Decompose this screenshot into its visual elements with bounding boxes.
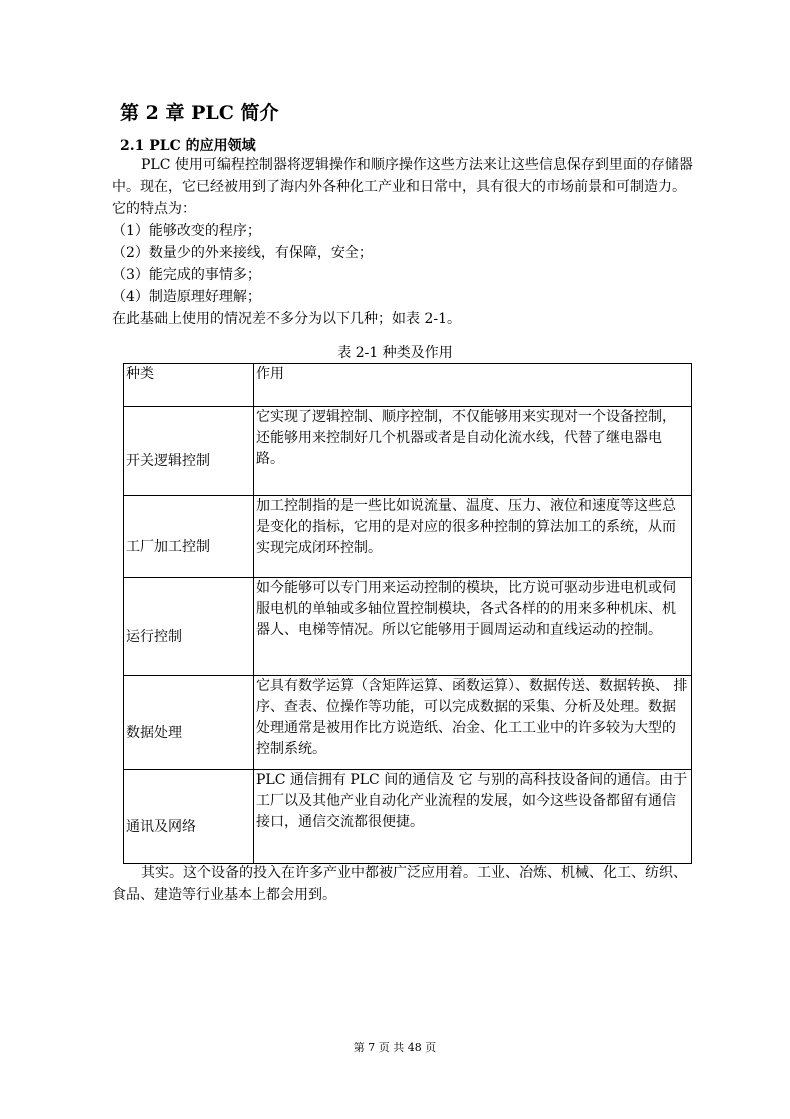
- type-cell: [124, 496, 254, 578]
- table-row: [124, 407, 692, 496]
- intro-block: [112, 154, 696, 330]
- type-label: 运行控制: [126, 628, 182, 645]
- feature-item: （3）能完成的事情多；: [112, 267, 261, 283]
- use-cell: 加工控制指的是一些比如说流量、温度、压力、液位和速度等这些总是变化的指标，它用的是对应的很多种控制的算法加工的系统，从而实现完成闭环控制。: [254, 496, 692, 578]
- type-cell: [124, 578, 254, 676]
- chapter-title: 第 2 章 PLC 简介: [120, 102, 279, 124]
- type-label: 开关逻辑控制: [126, 453, 210, 469]
- type-cell: [124, 407, 254, 496]
- type-label: 通讯及网络: [126, 818, 196, 835]
- use-cell: 如今能够可以专门用来运动控制的模块，比方说可驱动步进电机或伺服电机的单轴或多轴位置控制模块，各式各样的的用来多种机床、机器人、电梯等情况。所以它能够用于圆周运动和直线运动的控制。: [254, 578, 692, 676]
- type-label: 数据处理: [126, 724, 182, 741]
- feature-item: （4）制造原理好理解；: [112, 289, 261, 305]
- feature-list: [112, 220, 696, 308]
- lead-in-text: 在此基础上使用的情况差不多分为以下几种；如表 2-1。: [112, 311, 461, 327]
- table-row: [124, 676, 692, 770]
- feature-item: （1）能够改变的程序；: [112, 223, 261, 239]
- type-cell: [124, 770, 254, 864]
- section-title: 2.1 PLC 的应用领域: [120, 138, 256, 154]
- table-row: [124, 496, 692, 578]
- use-cell: 它实现了逻辑控制、顺序控制，不仅能够用来实现对一个设备控制，还能够用来控制好几个机器或者是自动化流水线，代替了继电器电路。: [254, 407, 692, 496]
- table-row: [124, 770, 692, 864]
- use-cell: 它具有数学运算（含矩阵运算、函数运算）、数据传送、数据转换、 排序、查表、位操作等功能，可以完成数据的采集、分析及处理。数据处理通常是被用作比方说造纸、冶金、化工工业中的许多较为大型的控制系统。: [254, 676, 692, 770]
- table-header-row: [124, 364, 692, 407]
- plc-application-table: [123, 363, 692, 864]
- closing-paragraph: 其实。这个设备的投入在许多产业中都被广泛应用着。工业、冶炼、机械、化工、纺织、 食品、建造等行业基本上都会用到。: [112, 865, 687, 903]
- header-use: 作用: [254, 364, 692, 407]
- table-row: [124, 578, 692, 676]
- use-cell: PLC 通信拥有 PLC 间的通信及 它 与别的高科技设备间的通信。由于工厂以及其他产业自动化产业流程的发展，如今这些设备都留有通信接口，通信交流都很便捷。: [254, 770, 692, 864]
- table-caption: 表 2-1 种类及作用: [337, 345, 453, 361]
- intro-paragraph: PLC 使用可编程控制器将逻辑操作和顺序操作这些方法来让这些信息保存到里面的存储器中。现在，它已经被用到了海内外各种化工产业和日常中，具有很大的市场前景和可制造力。它的特点为：: [112, 157, 693, 217]
- type-cell: [124, 676, 254, 770]
- page-footer: 第 7 页 共 48 页: [353, 1041, 437, 1054]
- feature-item: （2）数量少的外来接线，有保障，安全；: [112, 245, 373, 261]
- type-label: 工厂加工控制: [126, 538, 210, 555]
- header-type: 种类: [124, 364, 254, 407]
